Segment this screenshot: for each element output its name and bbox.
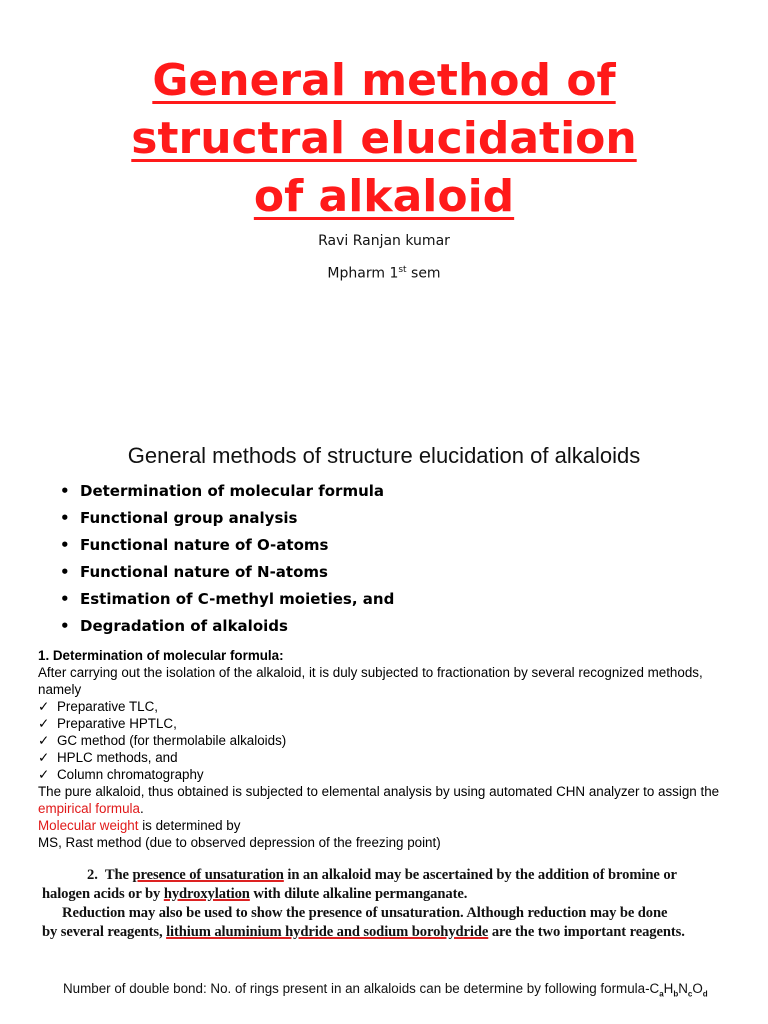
bullet-item: • Estimation of C-methyl moieties, and xyxy=(60,586,394,613)
bullet-item: • Functional group analysis xyxy=(60,505,394,532)
method-item: ✓ GC method (for thermolabile alkaloids) xyxy=(38,732,748,749)
double-bond-formula-note xyxy=(63,981,763,999)
bullet-item: • Functional nature of O-atoms xyxy=(60,532,394,559)
formula-subscript: d xyxy=(702,989,708,999)
formula-subscript: a xyxy=(659,989,664,999)
scan-text: by several reagents, xyxy=(42,924,167,940)
presentation-title xyxy=(0,52,768,226)
scan-text: halogen acids or by xyxy=(42,886,164,902)
method-item: ✓ Column chromatography xyxy=(38,766,748,783)
methods-bullet-list xyxy=(60,478,394,640)
molecular-weight-term: Molecular weight xyxy=(38,818,139,833)
scan-underlined-text: presence of unsaturation xyxy=(132,867,284,883)
analysis-paragraph xyxy=(38,783,748,817)
empirical-formula-term: empirical formula xyxy=(38,801,140,816)
section-intro: After carrying out the isolation of the alkaloid, it is duly subjected to fractionation by several recognized methods, namely xyxy=(38,665,703,697)
bullet-item: • Degradation of alkaloids xyxy=(60,613,394,640)
molecular-formula-section xyxy=(38,647,748,851)
title-line-1: General method of xyxy=(152,55,616,106)
section-title: General methods of structure elucidation of alkaloids xyxy=(127,443,641,468)
title-line-2: structral elucidation xyxy=(131,113,637,164)
formula-element: O xyxy=(692,981,703,996)
analysis-text: The pure alkaloid, thus obtained is subjected to elemental analysis by using automated CHN analyzer to assign the xyxy=(38,784,720,799)
author-name: Ravi Ranjan kumar xyxy=(318,233,450,249)
scan-text: in an alkaloid may be ascertained by the addition of bromine or xyxy=(283,867,677,883)
course-main: Mpharm 1 xyxy=(327,265,399,282)
formula-subscript: c xyxy=(687,989,693,999)
ms-line: MS, Rast method (due to observed depression of the freezing point) xyxy=(38,835,441,850)
bullet-item: • Functional nature of N-atoms xyxy=(60,559,394,586)
mw-text: is determined by xyxy=(138,818,241,833)
section-heading: 1. Determination of molecular formula: xyxy=(38,648,284,663)
course-rest: sem xyxy=(406,265,441,282)
course-info xyxy=(0,265,768,282)
formula-subscript: b xyxy=(673,989,679,999)
scan-number: 2. xyxy=(87,867,98,883)
scan-text: are the two important reagents. xyxy=(488,924,685,940)
scan-line-4 xyxy=(42,923,732,942)
scan-underlined-text: lithium aluminium hydride and sodium borohydride xyxy=(166,924,489,940)
formula-element: N xyxy=(678,981,688,996)
title-line-3: of alkaloid xyxy=(253,171,515,222)
scan-text: with dilute alkaline permanganate. xyxy=(249,886,468,902)
method-item: ✓ HPLC methods, and xyxy=(38,749,748,766)
scan-line-3: Reduction may also be used to show the presence of unsaturation. Although reduction may be done xyxy=(62,905,668,921)
scanned-text-excerpt xyxy=(42,866,732,942)
method-item: ✓ Preparative TLC, xyxy=(38,698,748,715)
scan-underlined-text: hydroxylation xyxy=(163,886,250,902)
footer-text: Number of double bond: No. of rings present in an alkaloids can be determine by following formula-C xyxy=(63,981,660,996)
molecular-weight-line xyxy=(38,817,748,834)
bullet-item: • Determination of molecular formula xyxy=(60,478,394,505)
method-item: ✓ Preparative HPTLC, xyxy=(38,715,748,732)
course-ordinal: st xyxy=(398,265,407,275)
formula-element: H xyxy=(663,981,674,996)
fractionation-methods-list xyxy=(38,698,748,783)
scan-line-1 xyxy=(42,866,732,885)
scan-text: The xyxy=(104,867,133,883)
analysis-period: . xyxy=(139,801,144,816)
scan-line-2 xyxy=(42,885,732,904)
